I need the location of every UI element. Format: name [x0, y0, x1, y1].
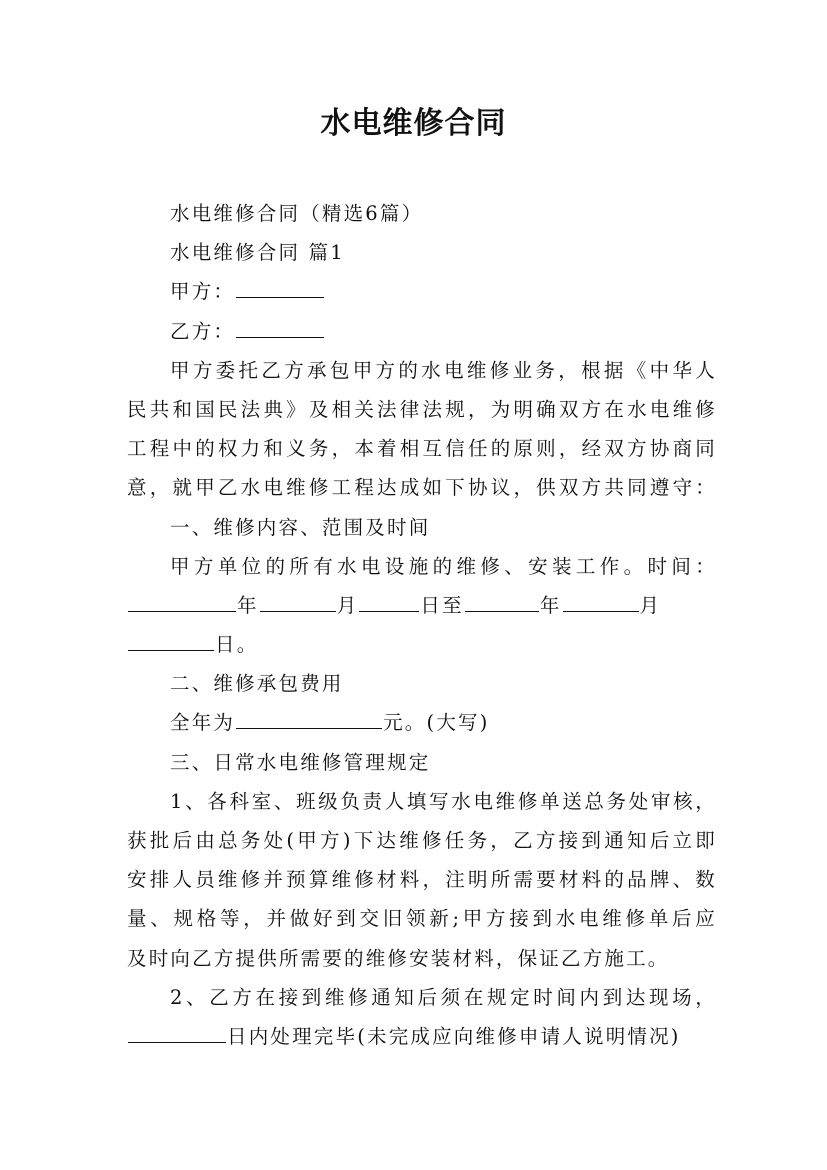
intro-line-3: 工程中的权力和义务，本着相互信任的原则，经双方协商同: [127, 437, 717, 461]
rule1-line-3: 安排人员维修并预算维修材料，注明所需要材料的品牌、数: [127, 868, 717, 892]
end-year-label: 年: [539, 593, 562, 617]
party-a-label: 甲方：: [170, 280, 236, 304]
day-to-label: 日至: [420, 593, 464, 617]
start-month-label: 月: [336, 593, 359, 617]
fee-line: [127, 703, 717, 742]
document-title: 水电维修合同: [320, 106, 507, 141]
intro-line-2: 民共和国民法典》及相关法律法规，为明确双方在水电维修: [127, 397, 717, 421]
end-month-label: 月: [639, 593, 662, 617]
rule2-line-2: [127, 1017, 717, 1056]
document-subtitle: 水电维修合同（精选6篇）: [170, 202, 424, 225]
fee-prefix: 全年为: [170, 711, 236, 735]
rule1-line-5: 及时向乙方提供所需要的维修安装材料，保证乙方施工。: [127, 946, 670, 970]
rule1-line-1: 1、各科室、班级负责人填写水电维修单送总务处审核，: [170, 789, 717, 813]
date-end-line: [127, 625, 717, 664]
heading-3: 三、日常水电维修管理规定: [170, 750, 431, 774]
start-year-label: 年: [237, 593, 259, 617]
rule2-days-blank: [128, 1020, 226, 1043]
party-b-blank: [236, 315, 324, 338]
party-a-line: [127, 272, 717, 311]
document-body: [127, 194, 717, 1056]
party-b-label: 乙方：: [170, 319, 236, 343]
end-day-label: 日。: [215, 633, 259, 657]
rule2-line-2-text: 日内处理完毕(未完成应向维修申请人说明情况): [227, 1024, 681, 1048]
heading-1: 一、维修内容、范围及时间: [170, 515, 431, 539]
rule1-line-4: 量、规格等，并做好到交旧领新;甲方接到水电维修单后应: [127, 907, 717, 931]
end-year-blank: [465, 589, 539, 612]
intro-line-4: 意，就甲乙水电维修工程达成如下协议，供双方共同遵守：: [127, 476, 717, 500]
fee-suffix: 元。(大写): [383, 711, 490, 735]
start-year-blank: [128, 589, 236, 612]
rule2-line-1: 2、乙方在接到维修通知后须在规定时间内到达现场，: [170, 985, 717, 1009]
end-day-blank: [128, 628, 214, 651]
intro-line-1: 甲方委托乙方承包甲方的水电维修业务，根据《中华人: [170, 358, 717, 382]
section-title: 水电维修合同 篇1: [170, 241, 345, 265]
rule1-line-2: 获批后由总务处(甲方)下达维修任务，乙方接到通知后立即: [127, 829, 717, 852]
content-line: 甲方单位的所有水电设施的维修、安装工作。时间：: [170, 554, 717, 578]
fee-blank: [236, 706, 382, 729]
start-month-blank: [260, 589, 336, 612]
heading-2: 二、维修承包费用: [170, 672, 344, 696]
start-day-blank: [359, 589, 419, 612]
end-month-blank: [563, 589, 639, 612]
party-a-blank: [236, 275, 324, 298]
party-b-line: [127, 312, 717, 351]
date-range-line: [127, 586, 717, 625]
